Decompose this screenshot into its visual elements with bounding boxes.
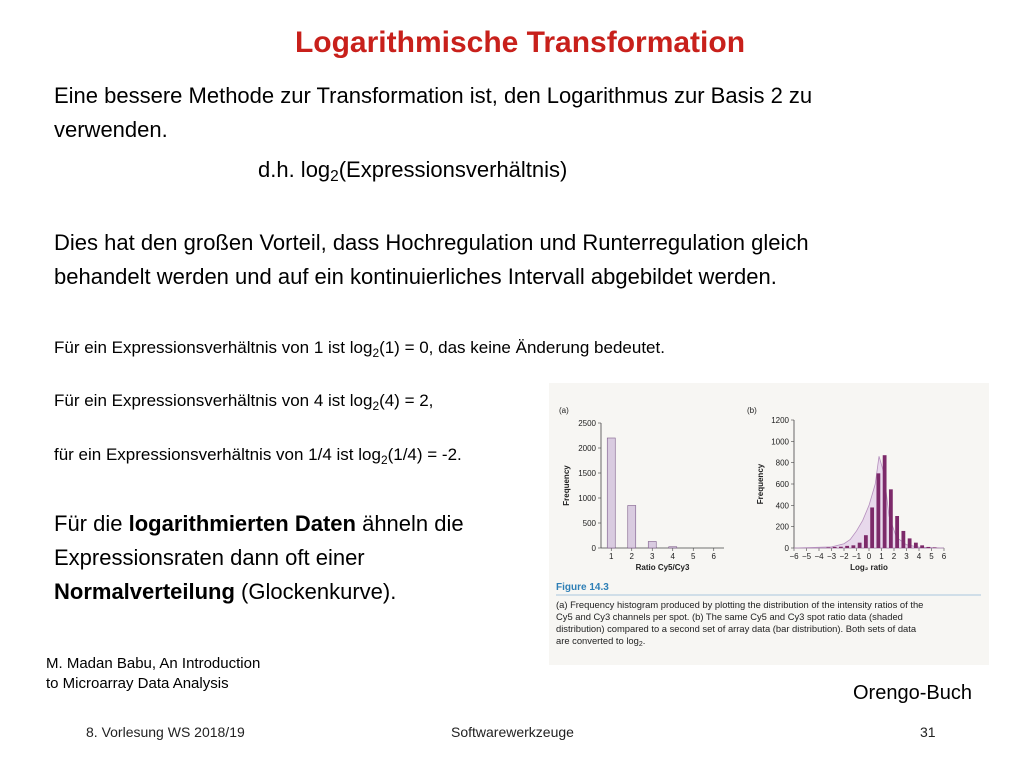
example-1 — [54, 338, 665, 358]
caption-line-4-text: are converted to log — [556, 635, 639, 646]
caption-line-4 — [556, 635, 645, 648]
advantage-line-1: Dies hat den großen Vorteil, dass Hochregulation und Runterregulation gleich — [54, 230, 809, 255]
source-note: Orengo-Buch — [853, 682, 972, 704]
panel-b-y-tick-label: 200 — [775, 522, 789, 532]
citation-line-1: M. Madan Babu, An Introduction — [46, 655, 261, 672]
panel-a-bar — [669, 547, 677, 548]
conclusion-line-2: Expressionsraten dann oft einer — [54, 545, 365, 570]
panel-a-x-tick-label: 4 — [670, 552, 675, 561]
intro-line-1: Eine bessere Methode zur Transformation ist, den Logarithmus zur Basis 2 zu — [54, 83, 813, 108]
example-1-subscript: 2 — [372, 346, 380, 360]
panel-b-label: (b) — [747, 406, 757, 415]
panel-a-label: (a) — [559, 406, 569, 415]
conclusion-line-3 — [54, 575, 464, 609]
panel-a-bar — [648, 542, 656, 549]
footer-page-number: 31 — [920, 724, 936, 740]
panel-b-x-tick-label: −3 — [826, 552, 837, 561]
panel-b-bar — [864, 535, 868, 548]
panel-a-x-label: Ratio Cy5/Cy3 — [635, 563, 690, 572]
panel-b-bar — [883, 455, 887, 548]
panel-b-x-label: Log₂ ratio — [850, 563, 888, 572]
panel-b-bar — [851, 545, 855, 548]
panel-b-y-tick-label: 800 — [775, 458, 789, 468]
example-2 — [54, 391, 433, 411]
example-3 — [54, 445, 462, 465]
panel-b-chart — [756, 416, 947, 572]
conclusion-text-a: Für die — [54, 511, 129, 536]
panel-a-x-tick-label: 6 — [711, 552, 716, 561]
footer-left: 8. Vorlesung WS 2018/19 — [86, 724, 245, 740]
conclusion-text-b: ähneln die — [355, 511, 464, 536]
formula-subscript: 2 — [330, 168, 339, 185]
panel-a-bar — [607, 438, 615, 548]
caption-line-2: Cy5 and Cy3 channels per spot. (b) The same Cy5 and Cy3 spot ratio data (shaded — [556, 611, 903, 622]
panel-b-bar — [839, 547, 843, 548]
panel-a-y-label: Frequency — [562, 465, 571, 506]
advantage-paragraph — [54, 226, 809, 294]
panel-b-bar — [908, 538, 912, 548]
panel-b-bar — [845, 546, 849, 548]
conclusion-paragraph — [54, 507, 464, 609]
panel-a-x-tick-label: 5 — [691, 552, 696, 561]
caption-line-4-end: . — [642, 635, 646, 646]
example-3-text-b: (1/4) = -2. — [387, 445, 462, 464]
panel-b-bar — [870, 507, 874, 548]
caption-line-1: (a) Frequency histogram produced by plotting the distribution of the intensity ratios of the — [556, 599, 924, 610]
panel-b-y-tick-label: 1200 — [771, 416, 789, 425]
intro-line-2: verwenden. — [54, 117, 168, 142]
panel-a-x-tick-label: 1 — [609, 552, 614, 561]
conclusion-bold-1: logarithmierten Daten — [128, 511, 356, 536]
panel-b-y-tick-label: 0 — [784, 544, 789, 553]
panel-a-bar — [628, 506, 636, 549]
formula — [258, 153, 567, 187]
panel-b-x-tick-label: 0 — [866, 552, 872, 561]
example-2-subscript: 2 — [372, 399, 380, 413]
caption-title: Figure 14.3 — [556, 582, 609, 593]
panel-b-x-tick-label: −1 — [851, 552, 862, 561]
footer-center: Softwarewerkzeuge — [451, 724, 574, 740]
example-1-text-a: Für ein Expressionsverhältnis von 1 ist log — [54, 338, 373, 357]
panel-b-bar — [895, 516, 899, 548]
formula-suffix: (Expressionsverhältnis) — [338, 157, 568, 182]
formula-prefix: d.h. log — [258, 157, 331, 182]
panel-b-y-label: Frequency — [756, 463, 765, 505]
panel-b-bar — [889, 489, 893, 548]
panel-b-x-tick-label: −6 — [789, 552, 799, 561]
example-2-text-b: (4) = 2, — [379, 391, 434, 410]
panel-a-x-tick-label: 2 — [629, 552, 634, 561]
panel-b-x-tick-label: 6 — [941, 552, 947, 561]
panel-a-y-tick-label: 1000 — [578, 494, 596, 503]
advantage-line-2: behandelt werden und auf ein kontinuierliches Intervall abgebildet werden. — [54, 264, 777, 289]
panel-b-bar — [858, 543, 862, 548]
caption-line-3: distribution) compared to a second set of array data (bar distribution). Both sets of data — [556, 623, 917, 634]
panel-b-bar — [933, 547, 937, 548]
conclusion-text-c: (Glockenkurve). — [234, 579, 397, 604]
panel-b-x-tick-label: −4 — [814, 552, 824, 561]
conclusion-bold-2: Normalverteilung — [54, 579, 235, 604]
panel-a-y-tick-label: 1500 — [578, 469, 596, 478]
panel-b-y-tick-label: 600 — [775, 480, 789, 489]
panel-b-y-tick-label: 400 — [775, 501, 789, 511]
panel-b-shaded-distribution — [794, 456, 944, 548]
citation — [46, 654, 260, 694]
intro-paragraph — [54, 79, 812, 147]
slide-title: Logarithmische Transformation — [294, 26, 746, 59]
citation-line-2: to Microarray Data Analysis — [46, 675, 229, 692]
example-1-text-b: (1) = 0, das keine Änderung bedeutet. — [379, 338, 665, 357]
panel-b-x-tick-label: −2 — [839, 552, 849, 561]
panel-b-bar — [926, 547, 930, 548]
panel-b-x-tick-label: 4 — [916, 552, 922, 561]
panel-b-bar — [920, 545, 924, 548]
panel-a-y-tick-label: 2000 — [578, 444, 596, 453]
example-3-text-a: für ein Expressionsverhältnis von 1/4 ist log — [54, 445, 381, 464]
figure-svg — [549, 383, 989, 665]
caption-line-4-subscript: 2 — [638, 641, 643, 648]
panel-b-x-tick-label: −5 — [801, 552, 812, 561]
example-3-subscript: 2 — [380, 453, 388, 467]
panel-b-x-tick-label: 5 — [929, 552, 934, 561]
panel-b — [747, 406, 947, 572]
panel-b-bar — [914, 543, 918, 548]
panel-a — [559, 406, 724, 572]
panel-b-x-tick-label: 3 — [904, 552, 909, 561]
panel-b-x-tick-label: 1 — [879, 552, 884, 561]
panel-a-x-tick-label: 3 — [650, 552, 655, 561]
panel-b-bar — [826, 547, 830, 548]
figure-caption — [556, 582, 981, 648]
panel-a-y-tick-label: 0 — [591, 544, 596, 553]
panel-b-bar — [876, 473, 880, 548]
panel-b-y-tick-label: 1000 — [771, 437, 789, 447]
panel-b-bar — [901, 531, 905, 548]
panel-b-bar — [833, 547, 837, 548]
figure-14-3 — [549, 383, 989, 665]
panel-a-chart — [562, 419, 724, 572]
panel-a-y-tick-label: 500 — [582, 519, 596, 528]
example-2-text-a: Für ein Expressionsverhältnis von 4 ist log — [54, 391, 373, 410]
panel-b-x-tick-label: 2 — [891, 552, 897, 561]
conclusion-line-1 — [54, 507, 464, 541]
panel-a-y-tick-label: 2500 — [578, 419, 596, 428]
